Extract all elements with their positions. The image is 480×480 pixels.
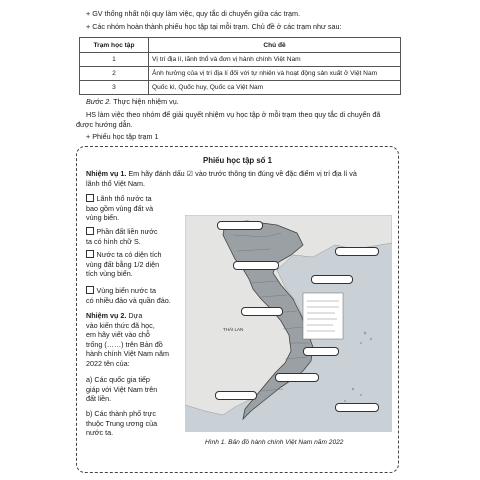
task1-label: Nhiệm vụ 1.: [86, 169, 127, 178]
step2-title-rest: Thực hiện nhiệm vụ.: [111, 97, 179, 106]
task1-line1: [86, 169, 391, 179]
task2-line: trống (……) trên Bản đồ: [86, 339, 163, 349]
checkbox[interactable]: [86, 286, 94, 294]
blank-label-box[interactable]: [275, 373, 319, 382]
step2-title: Bước 2.: [86, 97, 112, 106]
checkbox[interactable]: [86, 227, 94, 235]
blank-label-box[interactable]: [335, 403, 379, 412]
intro-bullet-1: + GV thống nhất nội quy làm việc, quy tắc di chuyển giữa các trạm.: [86, 9, 300, 18]
task2-line: Dựa: [126, 311, 143, 320]
option-1-line: Lãnh thổ nước ta: [96, 194, 152, 203]
map-inset: [303, 293, 343, 339]
map-caption: Hình 1. Bản đồ hành chính Việt Nam năm 2022: [205, 439, 344, 446]
blank-label-box[interactable]: [241, 307, 283, 316]
option-2-line: Phần đất liền nước: [96, 227, 158, 236]
step2-para-line2: được hướng dẫn.: [76, 120, 133, 129]
table-cell-num: 2: [80, 67, 149, 81]
option-1: [86, 194, 184, 223]
option-4: [86, 286, 184, 305]
table-cell-topic: Ảnh hưởng của vị trí địa lí đối với tự nhiên và hoạt động sản xuất ở Việt Nam: [149, 67, 401, 81]
task1-line2: lãnh thổ Việt Nam.: [86, 179, 145, 188]
option-3-line: tích vùng biển.: [86, 269, 133, 279]
step2-para-line1: HS làm việc theo nhóm để giải quyết nhiệm vụ học tập ở mỗi trạm theo quy tắc di chuyển đã: [86, 110, 381, 119]
task2-a: [86, 375, 184, 404]
step2-bullet: + Phiếu học tập trạm 1: [86, 132, 159, 141]
table-row: [80, 81, 401, 95]
task2-b-line: nước ta.: [86, 428, 114, 438]
blank-label-box[interactable]: [303, 347, 339, 356]
option-1-line: vùng biển.: [86, 213, 120, 223]
checkbox[interactable]: [86, 250, 94, 258]
task2-a-line: a) Các quốc gia tiếp: [86, 375, 150, 384]
task2-line: vào kiến thức đã học,: [86, 320, 155, 330]
intro-bullet-2: + Các nhóm hoàn thành phiếu học tập tại mỗi trạm. Chủ đề ở các trạm như sau:: [86, 22, 342, 31]
option-3-line: vùng đất bằng 1/2 diện: [86, 259, 160, 269]
checkbox[interactable]: [86, 194, 94, 202]
blank-label-box[interactable]: [217, 221, 263, 230]
table-cell-topic: Quốc kì, Quốc huy, Quốc ca Việt Nam: [149, 81, 401, 95]
option-4-line: Vùng biển nước ta: [96, 286, 156, 295]
table-cell-topic: Vị trí địa lí, lãnh thổ và đơn vị hành chính Việt Nam: [149, 53, 401, 67]
task2-b-line: b) Các thành phố trực: [86, 409, 156, 418]
task2-text: [86, 311, 184, 369]
table-row: [80, 53, 401, 67]
worksheet-card: [76, 146, 399, 473]
header-topic: Chủ đề: [149, 38, 401, 53]
option-3: [86, 250, 184, 279]
task2-a-line: giáp với Việt Nam trên: [86, 384, 158, 394]
islands: [344, 332, 372, 402]
task1-text: Em hãy đánh dấu ☑ vào trước thông tin đúng về đặc điểm vị trí địa lí và: [126, 169, 357, 178]
task2-line: 2022 tên của:: [86, 358, 130, 368]
stations-table: [79, 37, 401, 95]
worksheet-title: Phiếu học tập số 1: [203, 156, 272, 165]
blank-label-box[interactable]: [215, 391, 257, 400]
task2-a-line: đất liền.: [86, 394, 112, 404]
table-cell-num: 1: [80, 53, 149, 67]
task2-line: em hãy viết vào chỗ: [86, 330, 150, 340]
task2-label: Nhiệm vụ 2.: [86, 311, 127, 320]
blank-label-box[interactable]: [233, 261, 279, 270]
task2-b: [86, 409, 184, 438]
option-4-line: có nhiều đảo và quần đảo.: [86, 295, 171, 305]
step2-heading: [86, 97, 179, 107]
vietnam-map: [185, 215, 392, 432]
table-header-row: [80, 38, 401, 53]
task2-line: hành chính Việt Nam năm: [86, 349, 169, 359]
map-label-thailand: THÁI LAN: [223, 327, 244, 332]
header-station: Trạm học tập: [80, 38, 149, 53]
task2-b-line: thuộc Trung ương của: [86, 418, 158, 428]
option-2: [86, 227, 184, 246]
option-1-line: bao gồm vùng đất và: [86, 203, 154, 213]
blank-label-box[interactable]: [311, 275, 353, 284]
table-row: [80, 67, 401, 81]
table-cell-num: 3: [80, 81, 149, 95]
option-2-line: ta có hình chữ S.: [86, 236, 141, 246]
option-3-line: Nước ta có diện tích: [96, 250, 162, 259]
blank-label-box[interactable]: [335, 247, 379, 256]
